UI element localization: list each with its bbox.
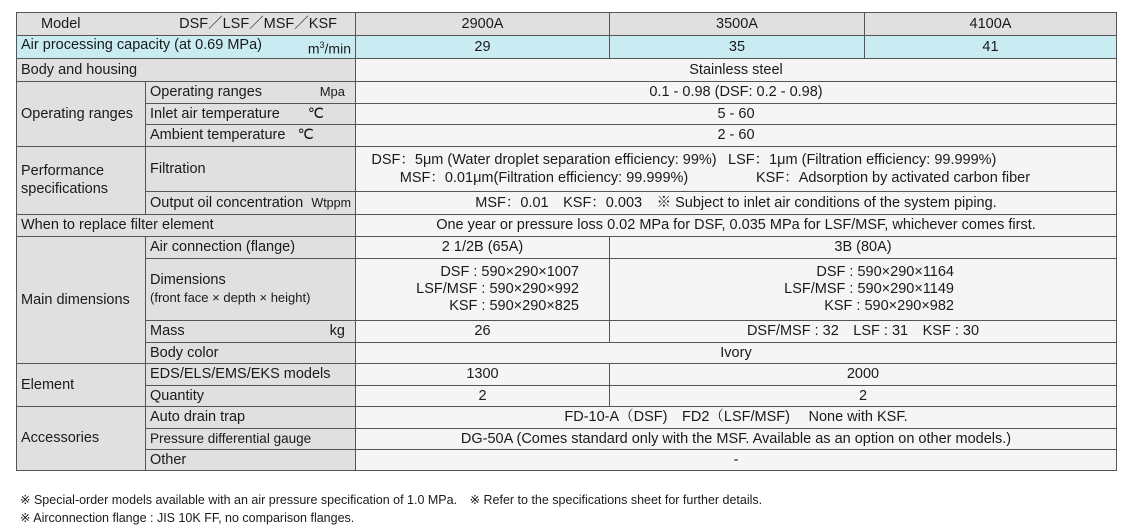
dimensions-label-cell bbox=[146, 258, 356, 320]
dimensions-2900a-lsf: LSF/MSF : 590×290×992 bbox=[416, 280, 579, 297]
operating-ranges-value: 0.1 - 0.98 (DSF: 0.2 - 0.98) bbox=[356, 81, 1117, 103]
element-models-other: 2000 bbox=[610, 363, 1117, 385]
capacity-row bbox=[17, 36, 1117, 59]
mass-row bbox=[17, 320, 1117, 342]
ambient-temp-row bbox=[17, 124, 1117, 146]
capacity-label: Air processing capacity (at 0.69 MPa) bbox=[21, 37, 262, 53]
col-4100a: 4100A bbox=[865, 13, 1117, 36]
gauge-label: Pressure differential gauge bbox=[146, 428, 356, 449]
dimensions-other-lsf: LSF/MSF : 590×290×1149 bbox=[784, 280, 954, 297]
mass-unit: kg bbox=[329, 323, 345, 340]
mass-2900a: 26 bbox=[356, 320, 610, 342]
other-value: - bbox=[356, 449, 1117, 470]
performance-label-line1: Performance bbox=[21, 163, 105, 180]
element-quantity-row bbox=[17, 385, 1117, 406]
auto-drain-row bbox=[17, 406, 1117, 428]
body-housing-row bbox=[17, 58, 1117, 81]
performance-label-line2: specifications bbox=[21, 181, 109, 198]
dimensions-other-dsf: DSF : 590×290×1164 bbox=[816, 263, 954, 280]
inlet-temp-row bbox=[17, 103, 1117, 124]
filtration-lsf: LSF：1μm (Filtration efficiency: 99.999%) bbox=[728, 151, 997, 168]
inlet-temp-label-cell bbox=[146, 103, 356, 124]
auto-drain-value: FD-10-A（DSF) FD2（LSF/MSF) None with KSF. bbox=[356, 406, 1117, 428]
operating-ranges-row bbox=[17, 81, 1117, 103]
footnote-1: ※ Special-order models available with an air pressure specification of 1.0 MPa. ※ Refer to the specifications sheet for further details. bbox=[20, 493, 763, 507]
element-models-row bbox=[17, 363, 1117, 385]
inlet-temp-unit: ℃ bbox=[307, 105, 325, 122]
col-2900a: 2900A bbox=[356, 13, 610, 36]
inlet-temp-value: 5 - 60 bbox=[356, 103, 1117, 124]
air-connection-other: 3B (80A) bbox=[610, 236, 1117, 258]
gauge-value: DG-50A (Comes standard only with the MSF. Available as an option on other models.) bbox=[356, 428, 1117, 449]
body-color-value: Ivory bbox=[356, 342, 1117, 363]
dimensions-2900a-ksf: KSF : 590×290×825 bbox=[449, 297, 579, 314]
oil-value: MSF：0.01 KSF：0.003 ※ Subject to inlet air conditions of the system piping. bbox=[356, 191, 1117, 214]
filtration-value bbox=[356, 146, 1117, 191]
air-connection-2900a: 2 1/2B (65A) bbox=[356, 236, 610, 258]
dimensions-sublabel: (front face × depth × height) bbox=[150, 290, 311, 306]
gauge-row bbox=[17, 428, 1117, 449]
dimensions-other-ksf: KSF : 590×290×982 bbox=[824, 297, 954, 314]
ambient-temp-label: Ambient temperature bbox=[150, 127, 286, 144]
capacity-label-cell bbox=[17, 36, 356, 59]
body-housing-value: Stainless steel bbox=[356, 58, 1117, 81]
body-color-label: Body color bbox=[146, 342, 356, 363]
capacity-3500a: 35 bbox=[610, 36, 865, 59]
replace-label: When to replace filter element bbox=[17, 214, 356, 236]
filtration-row bbox=[17, 146, 1117, 191]
col-3500a: 3500A bbox=[610, 13, 865, 36]
inlet-temp-label: Inlet air temperature bbox=[150, 105, 280, 122]
ambient-temp-value: 2 - 60 bbox=[356, 124, 1117, 146]
model-series: DSF／LSF／MSF／KSF bbox=[179, 16, 337, 32]
oil-label-cell bbox=[146, 191, 356, 214]
main-dimensions-label: Main dimensions bbox=[17, 236, 146, 363]
operating-ranges-label: Operating ranges bbox=[150, 84, 263, 101]
capacity-2900a: 29 bbox=[356, 36, 610, 59]
other-row bbox=[17, 449, 1117, 470]
replace-value: One year or pressure loss 0.02 MPa for DSF, 0.035 MPa for LSF/MSF, whichever comes first. bbox=[356, 214, 1117, 236]
oil-row bbox=[17, 191, 1117, 214]
spec-table bbox=[16, 12, 1117, 471]
body-housing-label: Body and housing bbox=[17, 58, 356, 81]
filtration-msf: MSF：0.01μm(Filtration efficiency: 99.999%) bbox=[399, 169, 689, 186]
auto-drain-label: Auto drain trap bbox=[146, 406, 356, 428]
filtration-label: Filtration bbox=[146, 146, 356, 191]
footnote-2: ※ Airconnection flange : JIS 10K FF, no comparison flanges. bbox=[20, 511, 355, 525]
mass-label-cell bbox=[146, 320, 356, 342]
element-quantity-label: Quantity bbox=[146, 385, 356, 406]
other-label: Other bbox=[146, 449, 356, 470]
mass-label: Mass bbox=[150, 323, 185, 340]
filtration-dsf: DSF：5μm (Water droplet separation efficiency: 99%) bbox=[371, 151, 717, 168]
performance-group-label bbox=[17, 146, 146, 214]
dimensions-other bbox=[610, 258, 1117, 320]
replace-row bbox=[17, 214, 1117, 236]
dimensions-row bbox=[17, 258, 1117, 320]
ambient-temp-unit: ℃ bbox=[297, 127, 314, 144]
oil-label: Output oil concentration bbox=[150, 194, 304, 211]
air-connection-label: Air connection (flange) bbox=[146, 236, 356, 258]
operating-ranges-unit: Mpa bbox=[319, 84, 345, 100]
element-label: Element bbox=[17, 363, 146, 406]
accessories-label: Accessories bbox=[17, 406, 146, 470]
capacity-unit: $m^3/\min$ bbox=[307, 40, 351, 57]
element-models-label: EDS/ELS/EMS/EKS models bbox=[146, 363, 356, 385]
mass-other: DSF/MSF : 32 LSF : 31 KSF : 30 bbox=[610, 320, 1117, 342]
element-models-2900a: 1300 bbox=[356, 363, 610, 385]
dimensions-2900a bbox=[356, 258, 610, 320]
operating-group-label: Operating ranges bbox=[17, 81, 146, 146]
element-quantity-2900a: 2 bbox=[356, 385, 610, 406]
dimensions-label: Dimensions bbox=[150, 272, 226, 289]
model-label: Model bbox=[41, 16, 81, 32]
body-color-row bbox=[17, 342, 1117, 363]
air-connection-row bbox=[17, 236, 1117, 258]
dimensions-2900a-dsf: DSF : 590×290×1007 bbox=[440, 263, 579, 280]
oil-unit: Wtppm bbox=[311, 195, 351, 210]
filtration-ksf: KSF：Adsorption by activated carbon fiber bbox=[756, 169, 1031, 186]
capacity-4100a: 41 bbox=[865, 36, 1117, 59]
operating-ranges-label-cell bbox=[146, 81, 356, 103]
ambient-temp-label-cell bbox=[146, 124, 356, 146]
element-quantity-other: 2 bbox=[610, 385, 1117, 406]
model-header bbox=[17, 13, 356, 36]
header-row bbox=[17, 13, 1117, 36]
